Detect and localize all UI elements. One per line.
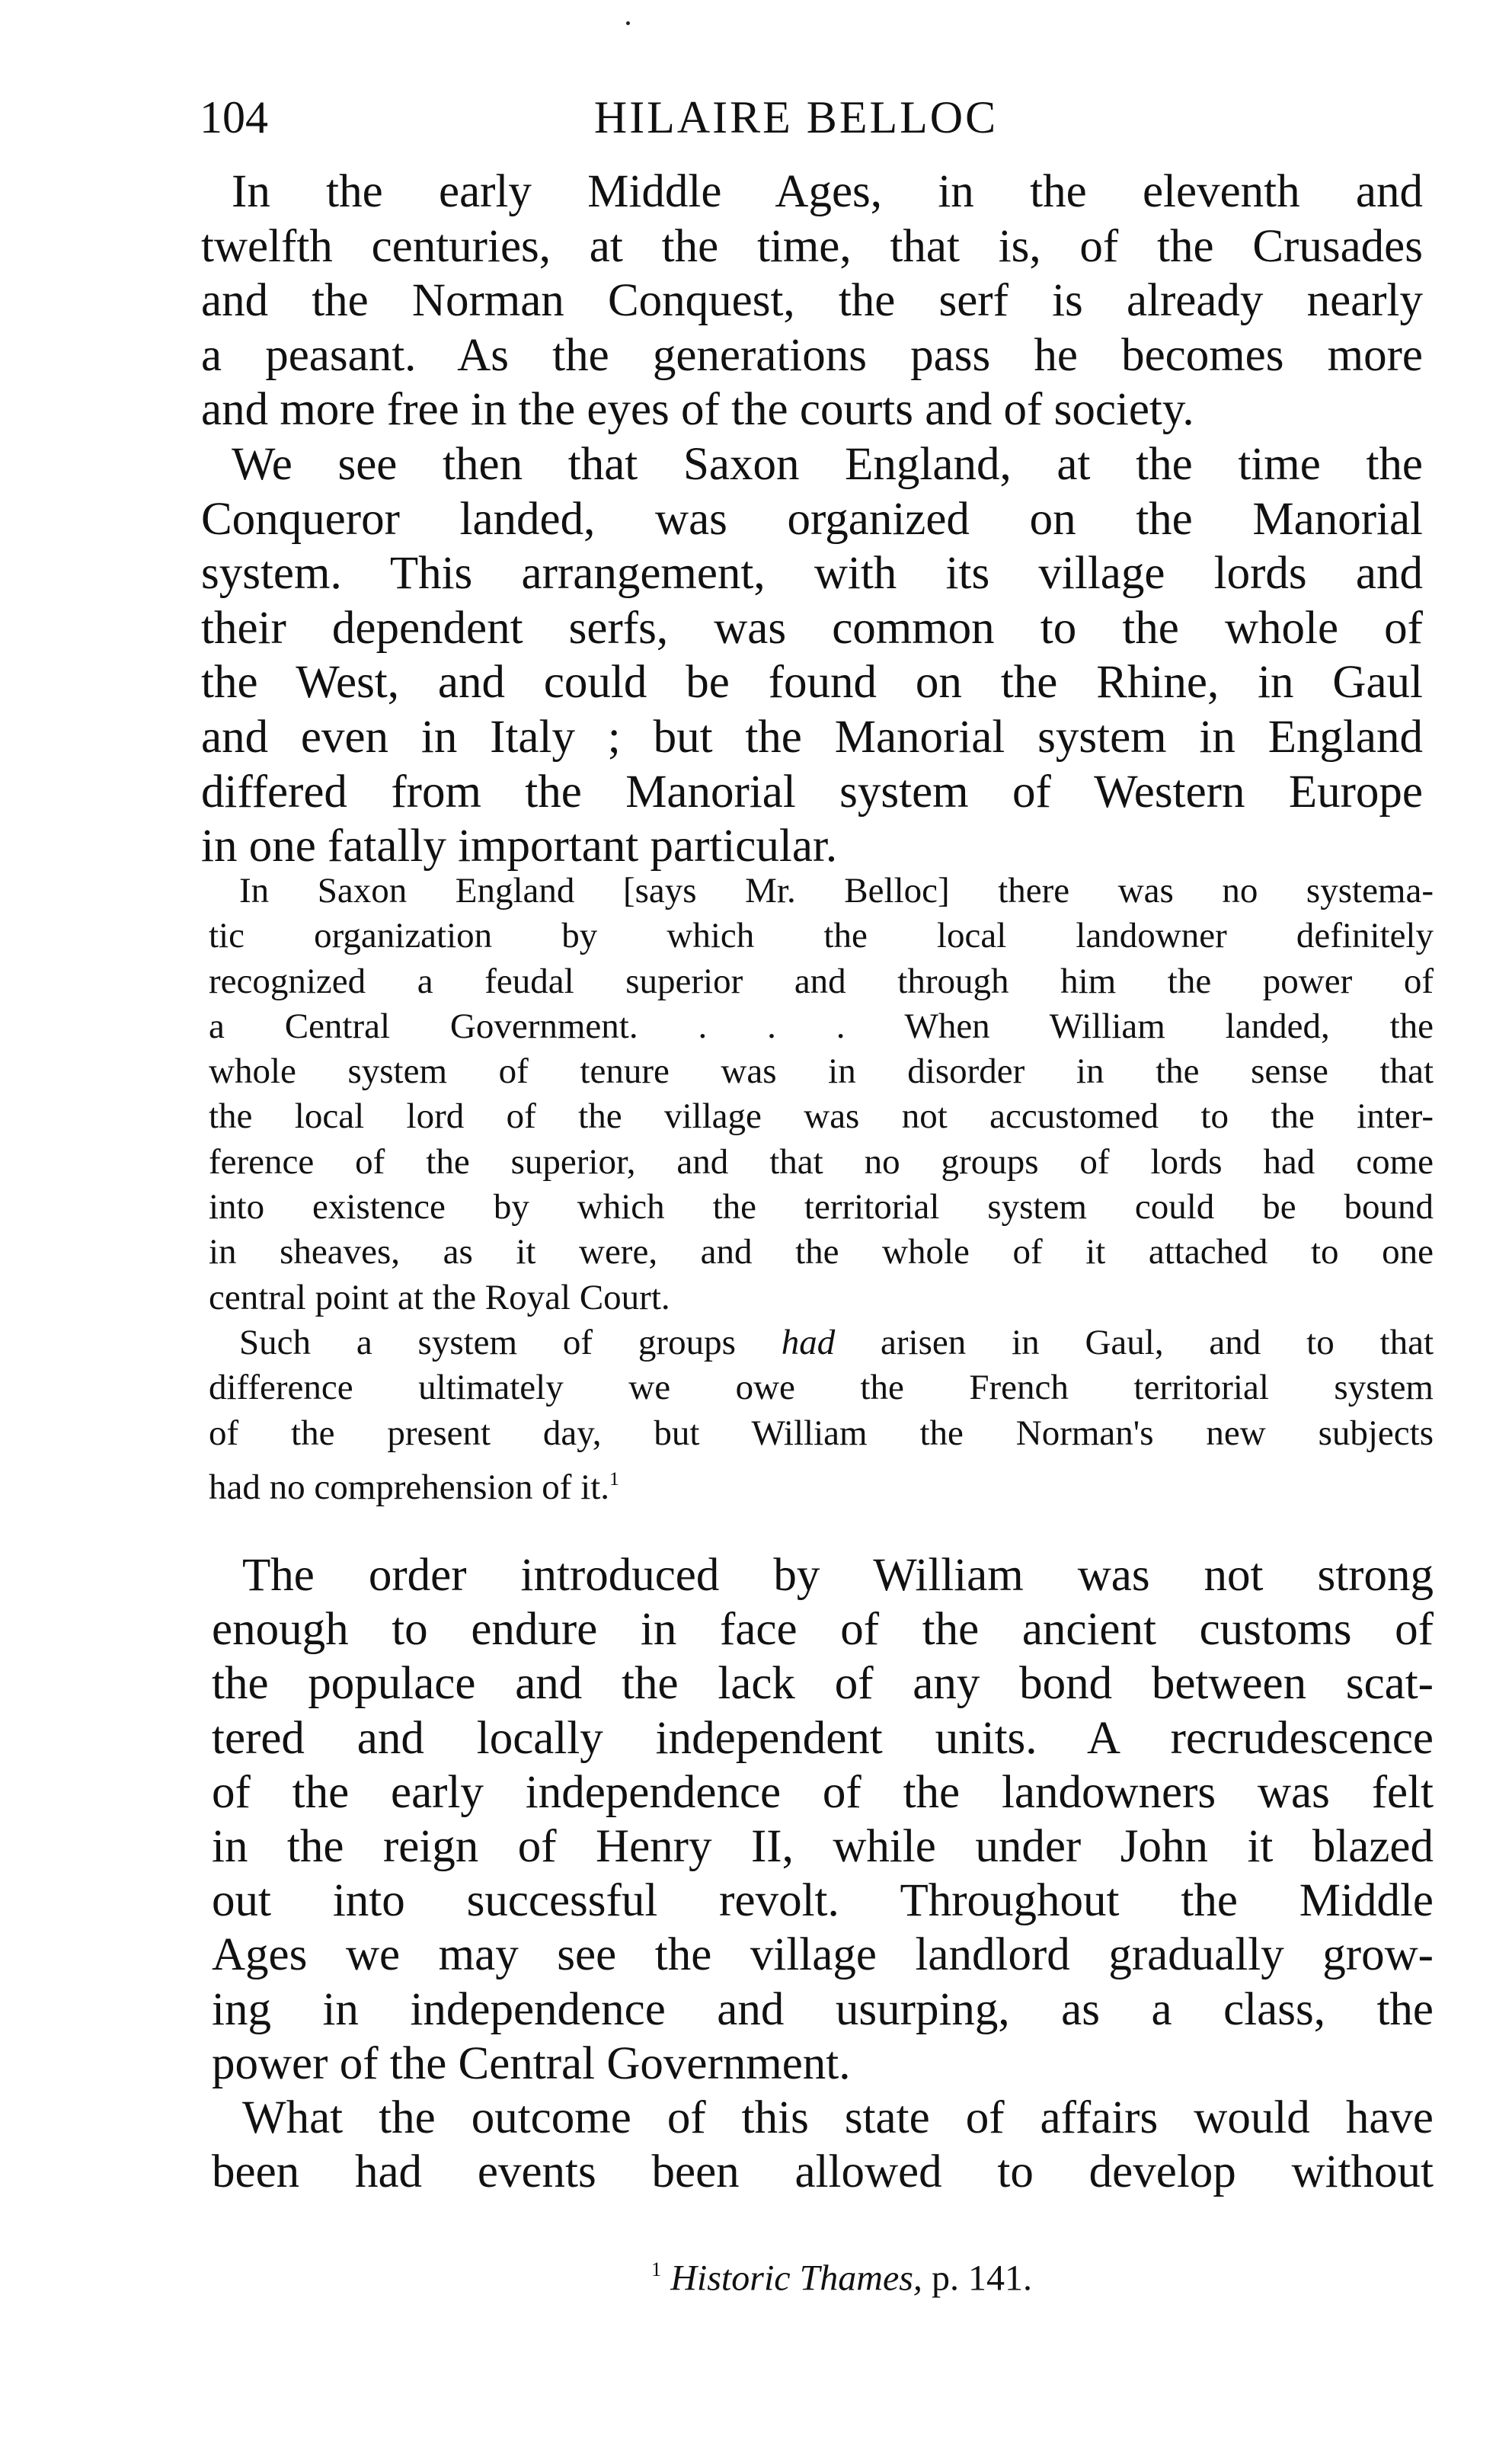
block-quotation: [209, 869, 1434, 1507]
paragraph: [201, 437, 1423, 874]
text-line: of the early independence of the landowners was felt: [212, 1766, 1434, 1818]
text-line: In Saxon England [says Mr. Belloc] there was no systema-: [239, 871, 1434, 911]
text-line: In the early Middle Ages, in the eleventh and: [232, 166, 1423, 217]
text-line: their dependent serfs, was common to the whole of: [201, 602, 1423, 654]
text-line: the populace and the lack of any bond between scat-: [212, 1658, 1434, 1710]
text-line: We see then that Saxon England, at the time the: [232, 438, 1423, 490]
page-number: 104: [200, 92, 268, 142]
running-title: HILAIRE BELLOC: [593, 92, 999, 142]
text-line: ing in independence and usurping, as a class, the: [212, 1983, 1434, 2035]
text-line: in one fatally important particular.: [201, 821, 838, 872]
text-line: a Central Government. . . . When William landed, the: [209, 1006, 1434, 1046]
text-line: whole system of tenure was in disorder in the sense that: [209, 1051, 1434, 1092]
text-line: tic organization by which the local landowner definitely: [209, 916, 1434, 956]
text-line: the local lord of the village was not accustomed to the inter-: [209, 1096, 1434, 1137]
text-line: out into successful revolt. Throughout the Middle: [212, 1875, 1434, 1927]
footnote: [0, 2248, 1512, 2300]
body-text-bottom: [212, 1548, 1434, 2199]
text-line: in the reign of Henry II, while under John it blazed: [212, 1820, 1434, 1872]
text-line: central point at the Royal Court.: [209, 1277, 670, 1317]
text-line: of the present day, but William the Norman's new subjects: [209, 1413, 1434, 1453]
text-line: in sheaves, as it were, and the whole of it attached to one: [209, 1232, 1434, 1272]
print-speck: [626, 21, 630, 25]
text-line: Such a system of groups had arisen in Gaul, and to that: [239, 1322, 1434, 1362]
text-line: a peasant. As the generations pass he becomes more: [201, 329, 1423, 381]
text-line: The order introduced by William was not strong: [242, 1550, 1434, 1601]
paragraph: [209, 1320, 1434, 1507]
footnote-reference: 1: [609, 1467, 619, 1490]
text-line: differed from the Manorial system of Western Europe: [201, 766, 1423, 818]
text-line: ference of the superior, and that no groups of lords had come: [209, 1141, 1434, 1182]
text-line: difference ultimately we owe the French territorial system: [209, 1368, 1434, 1408]
text-line: power of the Central Government.: [212, 2037, 851, 2089]
text-line: system. This arrangement, with its village lords and: [201, 548, 1423, 600]
text-line: Ages we may see the village landlord gradually grow-: [212, 1929, 1434, 1981]
text-line: the West, and could be found on the Rhine, in Gaul: [201, 657, 1423, 709]
body-text-top: [201, 165, 1423, 874]
paragraph: [201, 165, 1423, 437]
text-line: into existence by which the territorial system could be bound: [209, 1187, 1434, 1227]
text-line: twelfth centuries, at the time, that is, of the Crusades: [201, 220, 1423, 272]
paragraph: [212, 2091, 1434, 2199]
text-line: What the outcome of this state of affairs would have: [242, 2092, 1434, 2143]
paragraph: [209, 869, 1434, 1320]
text-line: and the Norman Conquest, the serf is already nearly: [201, 275, 1423, 327]
text-line: recognized a feudal superior and through him the power of: [209, 961, 1434, 1001]
footnote-page: p. 141.: [931, 2258, 1032, 2299]
emphasis: had: [781, 1322, 836, 1362]
text-line: tered and locally independent units. A recrudescence: [212, 1712, 1434, 1764]
text-line: Conqueror landed, was organized on the Manorial: [201, 493, 1423, 545]
text-line: and more free in the eyes of the courts and of society.: [201, 384, 1194, 436]
paragraph: [212, 1548, 1434, 2091]
text-line: been had events been allowed to develop without: [212, 2146, 1434, 2198]
text-line: enough to endure in face of the ancient customs of: [212, 1604, 1434, 1656]
text-line: and even in Italy ; but the Manorial system in England: [201, 711, 1423, 763]
footnote-marker: 1: [651, 2258, 662, 2280]
footnote-source-title: Historic Thames,: [670, 2258, 922, 2299]
text-line: had no comprehension of it.$^1$: [209, 1467, 619, 1507]
